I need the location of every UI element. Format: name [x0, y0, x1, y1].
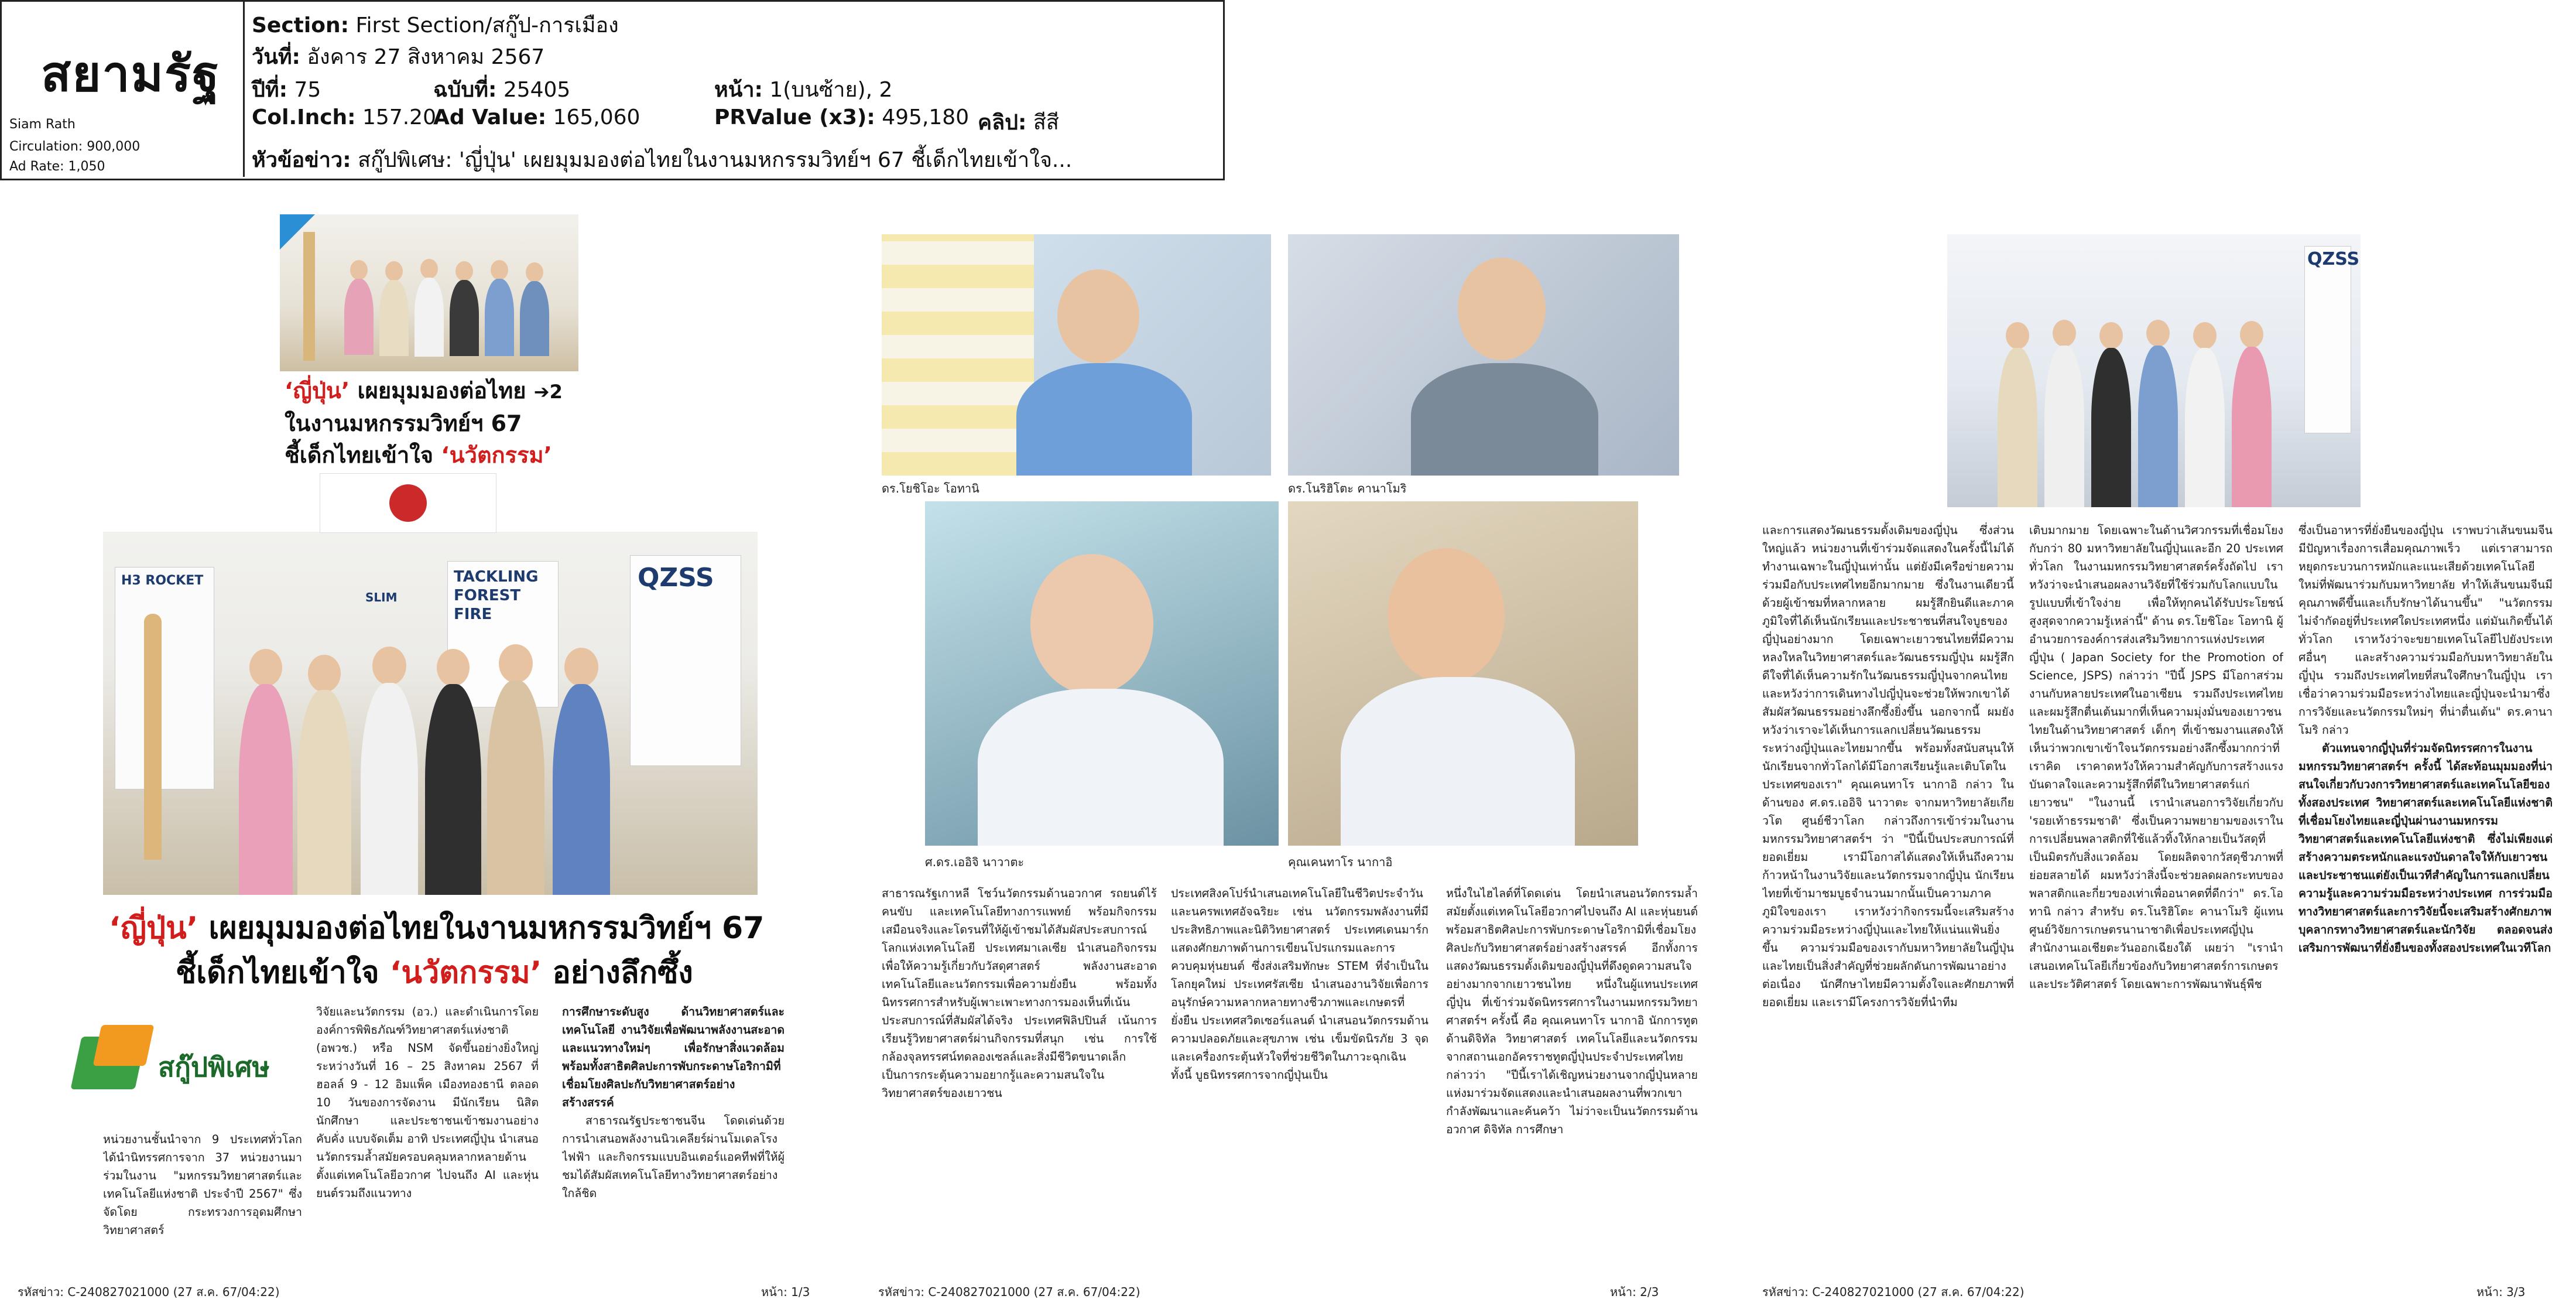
publication-name: Siam Rath	[9, 117, 76, 132]
body-column-2: วิจัยและนวัตกรรม (อว.) และดำเนินการโดยองค์การพิพิธภัณฑ์วิทยาศาสตร์แห่งชาติ (อพวช.) หรือ NSM จัดขึ้นอย่างยิ่งใหญ่ระหว่างวันที่ 16 – 25 สิงหาคม 2567 ที่ฮอลล์ 9 - 12 อิมแพ็ค เมืองทองธานี ตลอด 10 วันของการจัดงาน มีนักเรียน นิสิต นักศึกษา และประชาชนเข้าชมงานอย่างคับคั่ง แบบจัดเต็ม อาทิ ประเทศญี่ปุ่น นำเสนอนวัตกรรมล้ำสมัยครอบคลุมหลากหลายด้าน ตั้งแต่เทคโนโลยีอวกาศ ไปจนถึง AI และหุ่นยนต์รวมถึงแนวทาง	[316, 1005, 539, 1200]
footer-mid-page: หน้า: 2/3	[1610, 1285, 1659, 1299]
main-booth-photo	[103, 473, 758, 895]
issue-row: ฉบับที่: 25405	[433, 78, 571, 102]
advalue-row: Ad Value: 165,060	[433, 105, 640, 129]
circulation: Circulation: 900,000	[9, 139, 141, 154]
qzss-sign: QZSS	[630, 555, 741, 766]
body-column-7: และการแสดงวัฒนธรรมดั้งเดิมของญี่ปุ่น ซึ่งส่วนใหญ่แล้ว หน่วยงานที่เข้าร่วมจัดแสดงในครั้งนี้ไม่ได้ทำงานเฉพาะในญี่ปุ่นเท่านั้น แต่ยังมีเครือข่ายความร่วมมือกับประเทศไทยอีกมากมาย ซึ่งในงานเดียวนี้ ด้วยผู้เข้าชมที่หลากหลาย ผมรู้สึกยินดีและภาคภูมิใจที่ได้เห็นนักเรียนและประชาชนที่สนใจบูธของญี่ปุ่นอย่างมาก โดยเฉพาะเยาวชนไทยที่มีความหลงใหลในวิทยาศาสตร์และวัฒนธรรมญี่ปุ่น ผมรู้สึกดีใจที่ได้เห็นความรักในวัฒนธรรมญี่ปุ่นจากคนไทย และหวังว่าการเดินทางไปญี่ปุ่นจะช่วยให้พวกเขาได้สัมผัสวัฒนธรรมอย่างลึกซึ้งยิ่งขึ้น นอกจากนี้ ผมยังหวังว่าเราจะได้เห็นการแลกเปลี่ยนวัฒนธรรมระหว่างญี่ปุ่นและไทยมากขึ้น พร้อมทั้งสนับสนุนให้นักเรียนจากทั่วโลกได้มีโอกาสเรียนรู้และเติบโตในประเทศของเรา" คุณเคนทาโร นากาอิ กล่าว ในด้านของ ศ.ดร.เออิจิ นาวาตะ จากมหาวิทยาลัยเกียวโต ศูนย์ชีวาโลก กล่าวถึงการเข้าร่วมในงานมหกรรมวิทยาศาสตร์ฯ ว่า "ปีนี้เป็นประสบการณ์ที่ยอดเยี่ยม เรามีโอกาสได้แสดงให้เห็นถึงความก้าวหน้าในงานวิจัยและนวัตกรรมจากญี่ปุ่น นักเรียนไทยที่เข้ามาชมบูธจำนวนมากนั้นเป็นความภาคภูมิใจของเรา เราหวังว่ากิจกรรมนี้จะเสริมสร้างความร่วมมือระหว่างญี่ปุ่นและไทยให้แน่นแฟ้นยิ่งขึ้น ความร่วมมือของเรากับมหาวิทยาลัยในญี่ปุ่นและไทยเป็นสิ่งสำคัญที่ช่วยผลักดันการพัฒนาอย่างต่อเนื่อง นักศึกษาไทยมีความตั้งใจและศักยภาพที่ยอดเยี่ยม และเรามีโครงการวิจัยที่นำทีม	[1762, 524, 2014, 1009]
main-headline-line1: ‘ญี่ปุ่น’ เผยมุมมองต่อไทยในงานมหกรรมวิทย์ฯ 67	[109, 911, 765, 946]
qzss-sign-small: QZSS	[2304, 246, 2351, 433]
photo-nawata	[925, 501, 1279, 846]
photo-nakai	[1288, 501, 1638, 846]
rocket-model	[303, 232, 315, 361]
footer-right-id: รหัสข่าว: C-240827021000 (27 ส.ค. 67/04:22)	[1762, 1285, 2025, 1299]
body-column-4: สาธารณรัฐเกาหลี โชว์นวัตกรรมด้านอวกาศ รถยนต์ไร้คนขับ และเทคโนโลยีทางการแพทย์ พร้อมกิจกรรมเสมือนจริงและโดรนที่ให้ผู้เข้าชมได้สัมผัสประสบการณ์โลกแห่งเทคโนโลยี ประเทศมาเลเซีย นำเสนอกิจกรรมเพื่อให้ความรู้เกี่ยวกับวัสดุศาสตร์ พลังงานสะอาด เทคโนโลยีและนวัตกรรมเพื่อความยั่งยืน พร้อมทั้งนิทรรศการสำหรับผู้เพาะเพาะทางการมองเห็นที่เน้นประสบการณ์ที่สัมผัสได้จริง ประเทศฟิลิปปินส์ เน้นการเรียนรู้วิทยาศาสตร์ผ่านกิจกรรมที่สนุก เช่น การใช้กล้องจุลทรรศน์ทดลองเซลล์และสิ่งมีชีวิตขนาดเล็ก เป็นการกระตุ้นความอยากรู้และความสนใจในวิทยาศาสตร์ของเยาวชน	[882, 887, 1157, 1100]
rocket-model-main	[144, 614, 162, 860]
body-column-5: ประเทศสิงคโปร์นำเสนอเทคโนโลยีในชีวิตประจำวันและนครพเทศอัจฉริยะ เช่น นวัตกรรมพลังงานที่มีประสิทธิภาพและนิติวิทยาศาสตร์ ประเทศเดนมาร์ก แสดงศักยภาพด้านการเขียนโปรแกรมและการควบคุมหุ่นยนต์ ซึ่งส่งเสริมทักษะ STEM ที่จำเป็นในโลกยุคใหม่ ประเทศรัสเซีย นำเสนองานวิจัยเพื่อการอนุรักษ์ความหลากหลายทางชีวภาพและเกษตรที่ยั่งยืน ประเทศสวิตเซอร์แลนด์ นำเสนอนวัตกรรมด้านความปลอดภัยและสุขภาพ เช่น เข็มขัดนิรภัย 3 จุด และเครื่องกระตุ้นหัวใจที่ช่วยชีวิตในภาวะฉุกเฉิน ทั้งนี้ บูธนิทรรศการจากญี่ปุ่นเป็น	[1171, 887, 1429, 1082]
footer-left-id: รหัสข่าว: C-240827021000 (27 ส.ค. 67/04:22)	[18, 1285, 280, 1299]
japan-flag	[320, 473, 496, 533]
year-row: ปีที่: 75	[252, 78, 321, 102]
page-row: หน้า: 1(บนซ้าย), 2	[714, 78, 893, 102]
body-column-9: ซึ่งเป็นอาหารที่ยั่งยืนของญี่ปุ่น เราพบว่าเส้นขนมจีนมีปัญหาเรื่องการเสื่อมคุณภาพเร็ว แต่เราสามารถหยุดกระบวนการหมักและแนะเสียด้วยเทคโนโลยีใหม่ที่พัฒนาร่วมกับมหาวิทยาลัย ทำให้เส้นขนมจีนมีคุณภาพดีขึ้นและเก็บรักษาได้นานขึ้น" "นวัตกรรมไม่จำกัดอยู่ที่ประเทศใดประเทศหนึ่ง แต่มันเกิดขึ้นได้ทั่วโลก เราหวังว่าจะขยายเทคโนโลยีไปยังประเทศอื่นๆ และสร้างความร่วมมือกับมหาวิทยาลัยในญี่ปุ่น รวมถึงประเทศไทยที่สนใจศึกษาในญี่ปุ่น เราเชื่อว่าความร่วมมือระหว่างไทยและญี่ปุ่นจะนำมาซึ่งการวิจัยและนวัตกรรมใหม่ๆ ที่น่าตื่นเต้น" ดร.คานาโมริ กล่าว ตัวแทนจากญี่ปุ่นที่ร่วมจัดนิทรรศการในงานมหกรรมวิทยาศาสตร์ฯ ครั้งนี้ ได้สะท้อนมุมมองที่น่าสนใจเกี่ยวกับวงการวิทยาศาสตร์และเทคโนโลยีของทั้งสองประเทศ วิทยาศาสตร์และเทคโนโลยีแห่งชาติที่เชื่อมโยงไทยและญี่ปุ่นผ่านงานมหกรรมวิทยาศาสตร์และเทคโนโลยีแห่งชาติ ซึ่งไม่เพียงแต่สร้างความตระหนักและแรงบันดาลใจให้กับเยาวชนและประชาชนแต่ยังเป็นเวทีสำคัญในการแลกเปลี่ยนความรู้และความร่วมมือระหว่างประเทศ การร่วมมือทางวิทยาศาสตร์และการวิจัยนี้จะเสริมสร้างศักยภาพบุคลากรทางวิทยาศาสตร์และนักวิจัย ตลอดจนส่งเสริมการพัฒนาที่ยั่งยืนของทั้งสองประเทศในเวทีโลก	[2298, 524, 2553, 955]
headline-row: หัวข้อข่าว: สกู๊ปพิเศษ: 'ญี่ปุ่น' เผยมุมมองต่อไทยในงานมหกรรมวิทย์ฯ 67 ชี้เด็กไทยเข้าใจ...	[252, 148, 1073, 172]
photo-kanamori	[1288, 234, 1679, 476]
body-column-3: การศึกษาระดับสูง ด้านวิทยาศาสตร์และเทคโนโลยี งานวิจัยเพื่อพัฒนาพลังงานสะอาด และแนวทางใหม่ๆ เพื่อรักษาสิ่งแวดล้อม พร้อมทั้งสาธิตศิลปะการพับกระดาษโอริกามิที่เชื่อมโยงศิลปะกับวิทยาศาสตร์อย่างสร้างสรรค์ สาธารณรัฐประชาชนจีน โดดเด่นด้วยการนำเสนอพลังงานนิวเคลียร์ผ่านโมเดลโรงไฟฟ้า และกิจกรรมแบบอินเตอร์แอคทีฟที่ให้ผู้ชมได้สัมผัสเทคโนโลยีทางวิทยาศาสตร์อย่างใกล้ชิด	[562, 1005, 785, 1200]
ad-rate: Ad Rate: 1,050	[9, 159, 105, 174]
publication-block	[0, 0, 245, 177]
clip-info-box	[0, 0, 1225, 180]
body-column-8: เติบมากมาย โดยเฉพาะในด้านวิศวกรรมที่เชื่อมโยงกับกว่า 80 มหาวิทยาลัยในญี่ปุ่นและอีก 20 ประเทศทั่วโลก ในงานมหกรรมวิทยาศาสตร์ครั้งถัดไป เราหวังว่าจะนำเสนอผลงานวิจัยที่ใช้ร่วมกับโลกแบบในรูปแบบที่เข้าใจง่าย เพื่อให้ทุกคนได้รับประโยชน์สูงสุดจากความรู้เหล่านี้" ด้าน ดร.โยชิโอะ โอทานิ ผู้อำนวยการองค์การส่งเสริมวิทยาการแห่งประเทศญี่ปุ่น ( Japan Society for the Promotion of Science, JSPS) กล่าวว่า "ปีนี้ JSPS มีโอกาสร่วมงานกับหลายประเทศในอาเซียน รวมถึงประเทศไทย และผมรู้สึกตื่นเต้นมากที่เห็นความมุ่งมั่นของเยาวชนไทยในด้านวิทยาศาสตร์ เด็กๆ ที่เข้าชมงานแสดงให้เห็นว่าพวกเขาเข้าใจนวัตกรรมอย่างลึกซึ้งมากกว่าที่เราคิด เราคาดหวังให้ความสำคัญกับการสร้างแรงบันดาลใจและความรู้สึกที่ดีในวิทยาศาสตร์แก่เยาวชน" "ในงานนี้ เรานำเสนอการวิจัยเกี่ยวกับ 'รอยเท้าธรรมชาติ' ซึ่งเป็นความพยายามของเราในการเปลี่ยนพลาสติกที่ใช้แล้วทิ้งให้กลายเป็นวัสดุที่เป็นมิตรกับสิ่งแวดล้อม โดยผลิตจากวัสดุชีวภาพที่ย่อยสลายได้ ผมหวังว่าสิ่งนี้จะช่วยลดผลกระทบของพลาสติกและกี่ยวของเท่าเพื่ออนาคตที่ดีกว่า" ดร.โอทานิ กล่าว สำหรับ ดร.โนริฮิโตะ คานาโมริ ผู้แทนศูนย์วิจัยการเกษตรนานาชาติเพื่อประเทศญี่ปุ่น สำนักงานเอเชียตะวันออกเฉียงใต้ เผยว่า "เรานำเสนอเทคโนโลยีเกี่ยวข้องกับวิทยาศาสตร์การเกษตรและประวัติศาสตร์ โดยเฉพาะการพัฒนาพันธุ์พืช	[2029, 524, 2283, 991]
body-column-1: หน่วยงานชั้นนำจาก 9 ประเทศทั่วโลก ได้นำนิทรรศการจาก 37 หน่วยงานมาร่วมในงาน "มหกรรมวิทยาศาสตร์และเทคโนโลยีแห่งชาติ ประจำปี 2567" ซึ่งจัดโดย กระทรวงการอุดมศึกษา วิทยาศาสตร์	[103, 1133, 302, 1237]
rocket-sign: H3 ROCKET	[115, 567, 214, 789]
footer-right-page: หน้า: 3/3	[2476, 1285, 2526, 1299]
section-row: Section: First Section/สกู๊ป-การเมือง	[252, 13, 619, 37]
main-headline-line2: ชี้เด็กไทยเข้าใจ ‘นวัตกรรม’ อย่างลึกซึ้ง	[176, 955, 693, 990]
publication-logo: สยามรัฐ	[41, 45, 221, 102]
teaser-photo	[280, 214, 578, 371]
scoop-logo-text: สกู๊ปพิเศษ	[158, 1051, 270, 1083]
body-column-6: หนึ่งในไฮไลต์ที่โดดเด่น โดยนำเสนอนวัตกรรมล้ำสมัยตั้งแต่เทคโนโลยีอวกาศไปจนถึง AI และหุ่นยนต์ พร้อมสาธิตศิลปะการพับกระดาษโอริกามิที่เชื่อมโยงศิลปะกับวิทยาศาสตร์อย่างสร้างสรรค์ อีกทั้งการแสดงวัฒนธรรมดั้งเดิมของญี่ปุ่นที่ดึงดูดความสนใจอย่างมากจากเยาวชนไทย หนึ่งในผู้แทนประเทศญี่ปุ่น ที่เข้าร่วมจัดนิทรรศการในงานมหกรรมวิทยาศาสตร์ฯ ครั้งนี้ คือ คุณเคนทาโร นากาอิ นักการทูตด้านดิจิทัล วิทยาศาสตร์ เทคโนโลยีและนวัตกรรม จากสถานเอกอัครราชทูตญี่ปุ่นประจำประเทศไทย กล่าวว่า "ปีนี้เราได้เชิญหน่วยงานจากญี่ปุ่นหลายแห่งมาร่วมจัดแสดงและนำเสนอผลงานที่พวกเขากำลังพัฒนาและค้นคว้า ไม่ว่าจะเป็นนวัตกรรมด้านอวกาศ ดิจิทัล การศึกษา	[1446, 887, 1698, 1136]
clip-row: คลิป: สีสี	[978, 111, 1059, 135]
footer-left-page: หน้า: 1/3	[761, 1285, 810, 1299]
caption-kanamori: ดร.โนริฮิโตะ คานาโมริ	[1288, 481, 1407, 495]
page-jump-arrow: ➔2	[533, 381, 563, 403]
group-photo	[1947, 234, 2361, 507]
scoop-logo	[70, 1013, 316, 1113]
prvalue-row: PRValue (x3): 495,180	[714, 105, 970, 129]
date-row: วันที่: อังคาร 27 สิงหาคม 2567	[252, 45, 545, 69]
caption-otani: ดร.โยชิโอะ โอทานิ	[882, 481, 979, 495]
footer-mid-id: รหัสข่าว: C-240827021000 (27 ส.ค. 67/04:22)	[878, 1285, 1140, 1299]
colinch-row: Col.Inch: 157.20	[252, 105, 436, 129]
teaser-headline: ‘ญี่ปุ่น’ เผยมุมมองต่อไทย ➔2 ในงานมหกรรมวิทย์ฯ 67 ชี้เด็กไทยเข้าใจ ‘นวัตกรรม’	[285, 378, 563, 468]
caption-nakai: คุณเคนทาโร นากาอิ	[1288, 855, 1393, 869]
caption-nawata: ศ.ดร.เออิจิ นาวาตะ	[925, 855, 1025, 869]
photo-otani	[882, 234, 1271, 476]
slim-sign: SLIM	[365, 590, 398, 604]
forest-fire-sign: TACKLING FOREST FIRE	[447, 561, 559, 707]
